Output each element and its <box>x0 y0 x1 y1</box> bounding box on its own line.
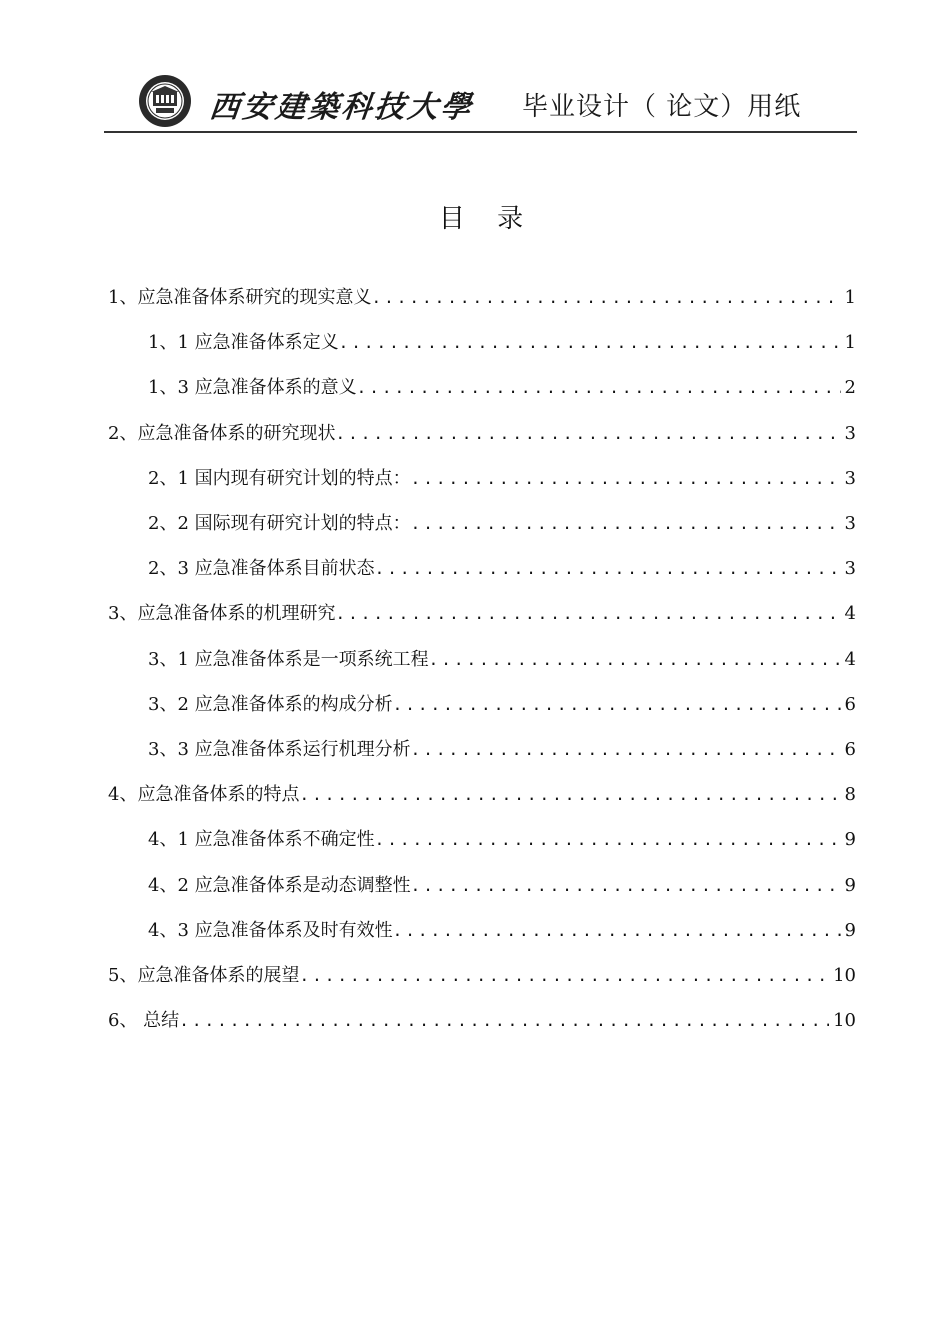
toc-entry-label: 2、应急准备体系的研究现状 <box>108 422 336 444</box>
toc-page-number: 6 <box>844 739 856 760</box>
toc-page-number: 9 <box>844 874 856 896</box>
toc-entry[interactable] <box>108 780 856 810</box>
toc-page-number: 10 <box>833 965 856 986</box>
toc-page-number: 3 <box>844 422 856 444</box>
toc-entry[interactable] <box>108 419 856 449</box>
toc-entry[interactable] <box>148 645 856 675</box>
toc-dot-leader <box>375 825 841 855</box>
toc-dot-leader <box>411 735 841 765</box>
toc-entry[interactable] <box>108 283 856 313</box>
toc-page-number: 4 <box>844 648 856 670</box>
toc-dot-leader <box>299 780 840 810</box>
toc-entry[interactable] <box>148 373 856 403</box>
toc-page-number: 9 <box>844 829 856 851</box>
toc-page-number: 3 <box>844 558 856 580</box>
toc-entry-label: 3、3 应急准备体系运行机理分析 <box>148 739 411 760</box>
toc-entry[interactable] <box>148 554 856 584</box>
toc-entry-label: 5、应急准备体系的展望 <box>108 965 300 986</box>
toc-dot-leader <box>179 1006 829 1036</box>
toc-entry-label: 2、3 应急准备体系目前状态 <box>148 558 375 580</box>
toc-dot-leader <box>339 328 841 358</box>
toc-entry-label: 3、应急准备体系的机理研究 <box>108 603 336 625</box>
toc-entry-label: 4、1 应急准备体系不确定性 <box>148 829 375 851</box>
toc-page-number: 3 <box>844 513 856 534</box>
toc-dot-leader <box>411 464 841 494</box>
toc-page-number: 8 <box>844 784 856 806</box>
toc-entry-label: 2、1 国内现有研究计划的特点： <box>148 467 411 489</box>
toc-dot-leader <box>335 419 840 449</box>
toc-page-number: 1 <box>844 287 856 308</box>
toc-entry[interactable] <box>108 961 856 991</box>
toc-entry[interactable] <box>108 1006 856 1036</box>
toc-entry-label: 3、1 应急准备体系是一项系统工程 <box>148 648 429 670</box>
toc-page-number: 3 <box>844 467 856 489</box>
toc-entry-label: 1、3 应急准备体系的意义 <box>148 377 357 399</box>
toc-entry-label: 4、3 应急准备体系及时有效性 <box>148 919 393 941</box>
toc-entry[interactable] <box>148 825 856 855</box>
toc-entry-label: 2、2 国际现有研究计划的特点： <box>148 513 411 534</box>
page-header <box>108 72 856 130</box>
toc-dot-leader <box>393 916 841 946</box>
toc-entry-label: 1、应急准备体系研究的现实意义 <box>108 287 372 308</box>
toc-entry-label: 6、 总结 <box>108 1010 180 1032</box>
toc-dot-leader <box>299 961 829 991</box>
toc-dot-leader <box>393 690 841 720</box>
paper-type-title: 毕业设计（ 论文）用纸 <box>522 92 802 122</box>
toc-page-number: 2 <box>844 377 856 399</box>
university-name: 西安建築科技大學 <box>207 90 476 125</box>
toc-entry[interactable] <box>148 509 856 539</box>
toc-entry-label: 4、2 应急准备体系是动态调整性 <box>148 874 411 896</box>
toc-dot-leader <box>371 283 840 313</box>
toc-page-number: 6 <box>844 693 856 715</box>
header-divider <box>104 131 857 133</box>
university-seal-icon <box>138 74 192 128</box>
toc-entry[interactable] <box>148 690 856 720</box>
toc-dot-leader <box>375 554 841 584</box>
toc-entry-label: 3、2 应急准备体系的构成分析 <box>148 693 393 715</box>
toc-entry[interactable] <box>108 599 856 629</box>
toc-dot-leader <box>357 373 841 403</box>
toc-title: 目 录 <box>438 204 536 234</box>
toc-entry[interactable] <box>148 871 856 901</box>
toc-page-number: 10 <box>833 1010 856 1032</box>
toc-entry-label: 4、应急准备体系的特点 <box>108 784 300 806</box>
toc-page-number: 9 <box>844 919 856 941</box>
toc-entry[interactable] <box>148 328 856 358</box>
toc-entry[interactable] <box>148 916 856 946</box>
toc-entry-label: 1、1 应急准备体系定义 <box>148 332 339 354</box>
toc-dot-leader <box>411 509 841 539</box>
toc-dot-leader <box>335 599 840 629</box>
toc-page-number: 4 <box>844 603 856 625</box>
toc-dot-leader <box>429 645 841 675</box>
toc-entry[interactable] <box>148 735 856 765</box>
toc-entry[interactable] <box>148 464 856 494</box>
toc-dot-leader <box>411 871 841 901</box>
toc-page-number: 1 <box>844 332 856 354</box>
